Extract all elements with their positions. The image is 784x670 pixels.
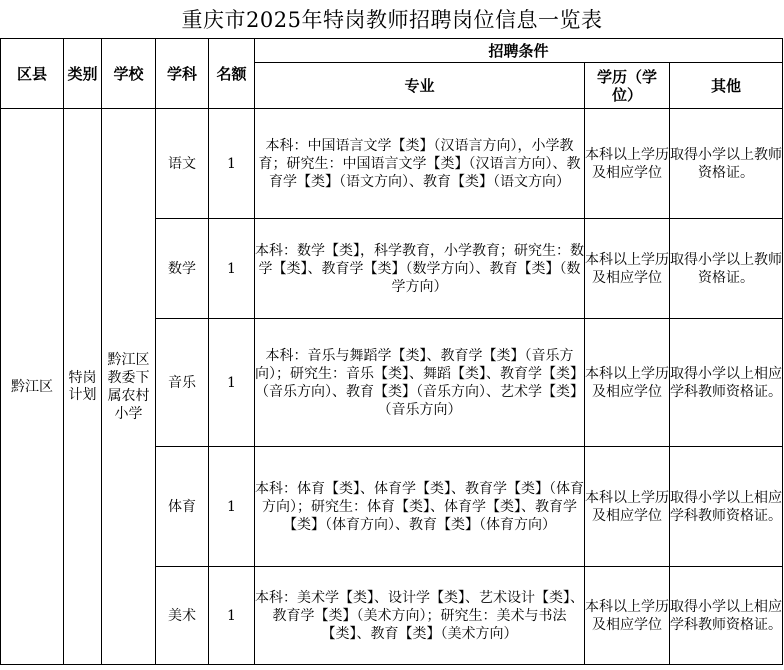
subject-cell: 数学 [156, 219, 209, 319]
other-cell: 取得小学以上相应学科教师资格证。 [670, 567, 783, 665]
subject-cell: 体育 [156, 447, 209, 567]
subject-cell: 美术 [156, 567, 209, 665]
education-cell: 本科以上学历及相应学位 [585, 319, 670, 447]
header-row-top [1, 39, 783, 63]
quota-cell: 1 [209, 567, 255, 665]
header-quota: 名额 [209, 39, 255, 109]
other-cell: 取得小学以上相应学科教师资格证。 [670, 447, 783, 567]
education-cell: 本科以上学历及相应学位 [585, 447, 670, 567]
header-category: 类别 [64, 39, 102, 109]
quota-cell: 1 [209, 447, 255, 567]
header-district: 区县 [1, 39, 64, 109]
subject-cell: 音乐 [156, 319, 209, 447]
education-cell: 本科以上学历及相应学位 [585, 567, 670, 665]
major-cell: 本科：体育【类】、体育学【类】、教育学【类】（体育方向）；研究生：体育【类】、体育学【类】、教育学【类】（体育方向）、教育【类】（体育方向） [255, 447, 585, 567]
major-cell: 本科：中国语言文学【类】（汉语言方向），小学教育；研究生：中国语言文学【类】（汉语言方向）、教育学【类】（语文方向）、教育【类】（语文方向） [255, 109, 585, 219]
major-cell: 本科：音乐与舞蹈学【类】、教育学【类】（音乐方向）；研究生：音乐【类】、舞蹈【类】、教育学【类】（音乐方向）、教育【类】（音乐方向）、艺术学【类】（音乐方向） [255, 319, 585, 447]
table-row [1, 109, 783, 219]
major-cell: 本科：数学【类】，科学教育，小学教育；研究生：数学【类】、教育学【类】（数学方向）、教育【类】（数学方向） [255, 219, 585, 319]
other-cell: 取得小学以上相应学科教师资格证。 [670, 319, 783, 447]
other-cell: 取得小学以上教师资格证。 [670, 109, 783, 219]
education-cell: 本科以上学历及相应学位 [585, 109, 670, 219]
major-cell: 本科：美术学【类】、设计学【类】、艺术设计【类】、教育学【类】（美术方向）；研究生：美术与书法【类】、教育【类】（美术方向） [255, 567, 585, 665]
header-subject: 学科 [156, 39, 209, 109]
quota-cell: 1 [209, 319, 255, 447]
subject-cell: 语文 [156, 109, 209, 219]
education-cell: 本科以上学历及相应学位 [585, 219, 670, 319]
header-major: 专业 [255, 63, 585, 109]
quota-cell: 1 [209, 219, 255, 319]
header-requirements: 招聘条件 [255, 39, 783, 63]
district-cell: 黔江区 [1, 109, 64, 665]
quota-cell: 1 [209, 109, 255, 219]
school-cell: 黔江区教委下属农村小学 [102, 109, 156, 665]
category-cell: 特岗计划 [64, 109, 102, 665]
job-table [0, 38, 783, 665]
header-education: 学历（学位） [585, 63, 670, 109]
header-school: 学校 [102, 39, 156, 109]
other-cell: 取得小学以上教师资格证。 [670, 219, 783, 319]
header-other: 其他 [670, 63, 783, 109]
page-title: 重庆市2025年特岗教师招聘岗位信息一览表 [181, 8, 603, 32]
